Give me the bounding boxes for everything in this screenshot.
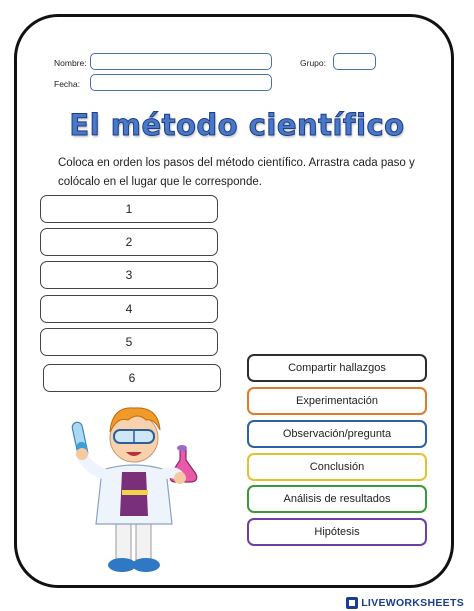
step-card-experimentacion[interactable]: Experimentación [247, 387, 427, 415]
scientist-illustration [68, 398, 208, 576]
grupo-label: Grupo: [300, 58, 326, 68]
drop-slot-4[interactable]: 4 [40, 295, 218, 323]
drop-slot-6[interactable]: 6 [43, 364, 221, 392]
step-card-conclusion[interactable]: Conclusión [247, 453, 427, 481]
fecha-label: Fecha: [54, 79, 80, 89]
grupo-field[interactable] [333, 53, 376, 70]
drop-slot-1[interactable]: 1 [40, 195, 218, 223]
step-card-analisis-resultados[interactable]: Análisis de resultados [247, 485, 427, 513]
page-title: El método científico [69, 108, 405, 142]
nombre-field[interactable] [90, 53, 272, 70]
drop-slot-5[interactable]: 5 [40, 328, 218, 356]
instructions: Coloca en orden los pasos del método científico. Arrastra cada paso y colócalo en el lugar que le corresponde. [58, 157, 415, 188]
liveworksheets-brand-text: LIVEWORKSHEETS [361, 597, 464, 609]
liveworksheets-logo[interactable] [346, 597, 464, 609]
step-card-hipotesis[interactable]: Hipótesis [247, 518, 427, 546]
liveworksheets-logo-icon [346, 597, 358, 609]
step-card-observacion-pregunta[interactable]: Observación/pregunta [247, 420, 427, 448]
fecha-field[interactable] [90, 74, 272, 91]
step-card-compartir-hallazgos[interactable]: Compartir hallazgos [247, 354, 427, 382]
nombre-label: Nombre: [54, 58, 87, 68]
drop-slot-2[interactable]: 2 [40, 228, 218, 256]
drop-slot-3[interactable]: 3 [40, 261, 218, 289]
